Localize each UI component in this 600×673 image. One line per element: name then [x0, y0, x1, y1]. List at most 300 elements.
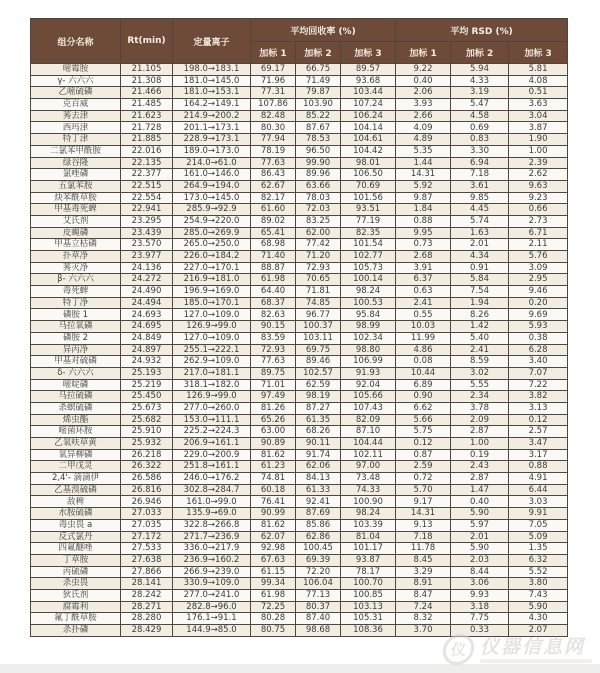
- recovery-spike3-cell: 95.84: [341, 309, 396, 321]
- recovery-spike1-cell: 71.01: [251, 379, 296, 391]
- rsd-spike3-cell: 2.39: [509, 157, 568, 169]
- rt-cell: 22.554: [121, 192, 173, 204]
- table-row: [31, 578, 568, 590]
- rt-cell: 27.172: [121, 531, 173, 543]
- recovery-spike1-cell: 88.87: [251, 262, 296, 274]
- rsd-spike1-cell: 1.84: [396, 204, 451, 216]
- component-name-cell: 马拉氧磷: [31, 321, 121, 333]
- rsd-spike2-cell: 5.47: [451, 99, 509, 111]
- rt-cell: 24.695: [121, 321, 173, 333]
- watermark-site-name: 仪器信息网: [480, 635, 586, 658]
- recovery-spike3-cell: 77.19: [341, 215, 396, 227]
- rsd-spike3-cell: 3.80: [509, 578, 568, 590]
- rt-cell: 25.219: [121, 379, 173, 391]
- recovery-spike3-cell: 103.39: [341, 519, 396, 531]
- recovery-spike3-cell: 89.57: [341, 64, 396, 76]
- rsd-spike2-cell: 8.44: [451, 566, 509, 578]
- rsd-spike1-cell: 7.24: [396, 601, 451, 613]
- rsd-spike1-cell: 8.47: [396, 589, 451, 601]
- recovery-spike3-cell: 82.35: [341, 227, 396, 239]
- recovery-spike3-cell: 103.13: [341, 601, 396, 613]
- rsd-spike2-cell: 1.94: [451, 297, 509, 309]
- recovery-spike2-cell: 66.75: [296, 64, 341, 76]
- table-row: [31, 169, 568, 181]
- rsd-spike1-cell: 0.63: [396, 286, 451, 298]
- component-name-cell: 艾氏剂: [31, 215, 121, 227]
- recovery-spike3-cell: 98.24: [341, 286, 396, 298]
- component-name-cell: 甲基对硫磷: [31, 356, 121, 368]
- recovery-spike2-cell: 90.11: [296, 438, 341, 450]
- rsd-spike2-cell: 5.74: [451, 215, 509, 227]
- recovery-spike3-cell: 70.69: [341, 180, 396, 192]
- ion-cell: 302.8→284.7: [173, 484, 251, 496]
- recovery-spike3-cell: 106.50: [341, 169, 396, 181]
- recovery-spike2-cell: 80.37: [296, 601, 341, 613]
- recovery-spike2-cell: 83.25: [296, 215, 341, 227]
- rt-cell: 22.016: [121, 145, 173, 157]
- recovery-spike1-cell: 86.43: [251, 169, 296, 181]
- component-name-cell: 乙嘧硫磷: [31, 87, 121, 99]
- recovery-spike2-cell: 62.86: [296, 531, 341, 543]
- col-header-rsd-group: 平均 RSD (%): [396, 19, 568, 42]
- component-name-cell: 西玛津: [31, 122, 121, 134]
- recovery-spike1-cell: 90.99: [251, 508, 296, 520]
- rsd-spike3-cell: 3.82: [509, 391, 568, 403]
- table-row: [31, 402, 568, 414]
- rsd-spike1-cell: 8.91: [396, 578, 451, 590]
- component-name-cell: 皮蝇磷: [31, 227, 121, 239]
- rt-cell: 24.494: [121, 297, 173, 309]
- rsd-spike3-cell: 5.09: [509, 531, 568, 543]
- table-row: [31, 215, 568, 227]
- rsd-spike2-cell: 0.19: [451, 449, 509, 461]
- recovery-spike1-cell: 82.48: [251, 110, 296, 122]
- rsd-spike2-cell: 3.18: [451, 601, 509, 613]
- component-name-cell: δ- 六六六: [31, 367, 121, 379]
- rsd-spike3-cell: 2.07: [509, 625, 568, 637]
- rsd-spike2-cell: 5.40: [451, 332, 509, 344]
- rsd-spike2-cell: 9.93: [451, 589, 509, 601]
- ion-cell: 226.0→184.2: [173, 251, 251, 263]
- component-name-cell: 2,4'- 滴滴伊: [31, 473, 121, 485]
- ion-cell: 227.0→170.1: [173, 262, 251, 274]
- recovery-spike2-cell: 62.59: [296, 379, 341, 391]
- table-row: [31, 461, 568, 473]
- recovery-spike1-cell: 61.98: [251, 589, 296, 601]
- rt-cell: 26.586: [121, 473, 173, 485]
- table-row: [31, 414, 568, 426]
- component-name-cell: 甲基立枯磷: [31, 239, 121, 251]
- component-name-cell: 二甲戊灵: [31, 461, 121, 473]
- ion-cell: 228.9→173.1: [173, 134, 251, 146]
- recovery-spike3-cell: 105.66: [341, 391, 396, 403]
- rt-cell: 28.280: [121, 613, 173, 625]
- rsd-spike1-cell: 0.90: [396, 391, 451, 403]
- recovery-spike2-cell: 96.50: [296, 145, 341, 157]
- rsd-spike2-cell: 4.45: [451, 204, 509, 216]
- ion-cell: 206.9→161.1: [173, 438, 251, 450]
- rsd-spike1-cell: 3.70: [396, 625, 451, 637]
- recovery-spike3-cell: 98.01: [341, 157, 396, 169]
- table-row: [31, 157, 568, 169]
- recovery-spike2-cell: 87.67: [296, 122, 341, 134]
- recovery-spike1-cell: 67.63: [251, 554, 296, 566]
- component-name-cell: 嘧霉胺: [31, 64, 121, 76]
- rsd-spike2-cell: 4.33: [451, 75, 509, 87]
- recovery-spike1-cell: 71.40: [251, 251, 296, 263]
- recovery-spike3-cell: 104.44: [341, 438, 396, 450]
- ion-cell: 277.0→241.0: [173, 589, 251, 601]
- rsd-spike1-cell: 5.75: [396, 426, 451, 438]
- recovery-spike2-cell: 96.77: [296, 309, 341, 321]
- recovery-spike2-cell: 85.86: [296, 519, 341, 531]
- rt-cell: 24.849: [121, 332, 173, 344]
- recovery-spike3-cell: 104.42: [341, 145, 396, 157]
- recovery-spike1-cell: 83.59: [251, 332, 296, 344]
- rsd-spike2-cell: 3.30: [451, 145, 509, 157]
- rsd-spike3-cell: 5.93: [509, 321, 568, 333]
- rsd-spike3-cell: 3.13: [509, 402, 568, 414]
- component-name-cell: 克百威: [31, 99, 121, 111]
- rsd-spike1-cell: 9.95: [396, 227, 451, 239]
- table-row: [31, 543, 568, 555]
- recovery-spike2-cell: 71.49: [296, 75, 341, 87]
- recovery-spike1-cell: 61.60: [251, 204, 296, 216]
- recovery-spike3-cell: 100.53: [341, 297, 396, 309]
- col-header-component: 组分名称: [31, 19, 121, 64]
- rsd-spike3-cell: 0.66: [509, 204, 568, 216]
- table-row: [31, 391, 568, 403]
- rsd-spike1-cell: 0.08: [396, 356, 451, 368]
- recovery-spike1-cell: 61.23: [251, 461, 296, 473]
- rsd-spike2-cell: 7.54: [451, 286, 509, 298]
- table-row: [31, 449, 568, 461]
- recovery-spike2-cell: 103.90: [296, 99, 341, 111]
- ion-cell: 153.0→111.1: [173, 414, 251, 426]
- ion-cell: 285.9→92.9: [173, 204, 251, 216]
- ion-cell: 266.9→239.0: [173, 566, 251, 578]
- rsd-spike1-cell: 5.66: [396, 414, 451, 426]
- ion-cell: 246.0→176.2: [173, 473, 251, 485]
- rsd-spike3-cell: 0.51: [509, 87, 568, 99]
- rsd-spike3-cell: 7.43: [509, 589, 568, 601]
- component-name-cell: 反式氯丹: [31, 531, 121, 543]
- recovery-spike1-cell: 89.02: [251, 215, 296, 227]
- recovery-spike3-cell: 106.99: [341, 356, 396, 368]
- recovery-spike3-cell: 102.11: [341, 449, 396, 461]
- rsd-spike1-cell: 4.09: [396, 122, 451, 134]
- component-name-cell: 四氟醚唑: [31, 543, 121, 555]
- instrument-logo-icon: 仪: [441, 634, 476, 665]
- ion-cell: 201.1→173.1: [173, 122, 251, 134]
- ion-cell: 161.0→99.0: [173, 496, 251, 508]
- component-name-cell: 狄氏剂: [31, 589, 121, 601]
- rsd-spike2-cell: 6.94: [451, 157, 509, 169]
- component-name-cell: 马拉硫磷: [31, 391, 121, 403]
- col-header-recovery-spike2: 加标 2: [296, 42, 341, 64]
- rsd-spike3-cell: 1.00: [509, 145, 568, 157]
- component-name-cell: 杀螟硫磷: [31, 402, 121, 414]
- table-row: [31, 519, 568, 531]
- component-name-cell: 特丁津: [31, 134, 121, 146]
- rsd-spike2-cell: 2.01: [451, 531, 509, 543]
- recovery-spike1-cell: 107.86: [251, 99, 296, 111]
- table-row: [31, 496, 568, 508]
- ion-cell: 214.9→200.2: [173, 110, 251, 122]
- ion-cell: 236.9→160.2: [173, 554, 251, 566]
- recovery-spike1-cell: 81.62: [251, 449, 296, 461]
- rsd-spike1-cell: 6.37: [396, 274, 451, 286]
- rsd-spike1-cell: 8.32: [396, 613, 451, 625]
- rsd-spike2-cell: 2.09: [451, 414, 509, 426]
- component-name-cell: 二氯苯甲酰胺: [31, 145, 121, 157]
- rsd-spike1-cell: 5.92: [396, 180, 451, 192]
- rt-cell: 23.977: [121, 251, 173, 263]
- component-name-cell: 磷胺 2: [31, 332, 121, 344]
- recovery-spike1-cell: 61.98: [251, 274, 296, 286]
- table-row: [31, 554, 568, 566]
- recovery-spike3-cell: 101.17: [341, 543, 396, 555]
- col-header-ion: 定量离子: [173, 19, 251, 64]
- component-name-cell: 磷胺 1: [31, 309, 121, 321]
- rsd-spike1-cell: 0.87: [396, 449, 451, 461]
- col-header-recovery-group: 平均回收率 (%): [251, 19, 396, 42]
- rsd-spike2-cell: 3.61: [451, 180, 509, 192]
- recovery-spike3-cell: 78.17: [341, 566, 396, 578]
- recovery-spike1-cell: 69.17: [251, 64, 296, 76]
- watermark: [443, 634, 592, 665]
- component-name-cell: β- 六六六: [31, 274, 121, 286]
- rsd-spike1-cell: 5.70: [396, 484, 451, 496]
- rt-cell: 22.515: [121, 180, 173, 192]
- rsd-spike3-cell: 5.76: [509, 251, 568, 263]
- rt-cell: 24.272: [121, 274, 173, 286]
- rsd-spike2-cell: 9.85: [451, 192, 509, 204]
- recovery-spike1-cell: 61.15: [251, 566, 296, 578]
- rt-cell: 28.242: [121, 589, 173, 601]
- rsd-spike2-cell: 0.40: [451, 496, 509, 508]
- rt-cell: 21.485: [121, 99, 173, 111]
- ion-cell: 126.9→99.0: [173, 321, 251, 333]
- recovery-spike2-cell: 72.03: [296, 204, 341, 216]
- recovery-spike2-cell: 68.26: [296, 426, 341, 438]
- recovery-spike2-cell: 87.69: [296, 508, 341, 520]
- component-name-cell: 氧异柳磷: [31, 449, 121, 461]
- rsd-spike2-cell: 5.94: [451, 64, 509, 76]
- ion-cell: 255.1→222.1: [173, 344, 251, 356]
- table-row: [31, 601, 568, 613]
- rsd-spike2-cell: 4.34: [451, 251, 509, 263]
- recovery-spike2-cell: 61.33: [296, 484, 341, 496]
- rsd-spike3-cell: 4.08: [509, 75, 568, 87]
- component-name-cell: 毒死蜱: [31, 286, 121, 298]
- rsd-spike1-cell: 2.06: [396, 87, 451, 99]
- rsd-spike2-cell: 1.00: [451, 438, 509, 450]
- table-row: [31, 613, 568, 625]
- recovery-spike2-cell: 77.13: [296, 589, 341, 601]
- rsd-spike2-cell: 2.34: [451, 391, 509, 403]
- rsd-spike2-cell: 0.33: [451, 625, 509, 637]
- ion-cell: 198.0→183.1: [173, 64, 251, 76]
- rsd-spike1-cell: 0.88: [396, 215, 451, 227]
- rsd-spike2-cell: 0.69: [451, 122, 509, 134]
- rsd-spike3-cell: 2.62: [509, 169, 568, 181]
- recovery-spike1-cell: 80.75: [251, 625, 296, 637]
- rsd-spike1-cell: 10.44: [396, 367, 451, 379]
- component-name-cell: 杀扑磷: [31, 625, 121, 637]
- recovery-spike2-cell: 71.20: [296, 251, 341, 263]
- rsd-spike3-cell: 0.20: [509, 297, 568, 309]
- rt-cell: 21.728: [121, 122, 173, 134]
- recovery-spike3-cell: 104.14: [341, 122, 396, 134]
- recovery-spike2-cell: 106.04: [296, 578, 341, 590]
- rsd-spike2-cell: 0.83: [451, 134, 509, 146]
- rt-cell: 24.136: [121, 262, 173, 274]
- rsd-spike2-cell: 2.87: [451, 426, 509, 438]
- rt-cell: 26.322: [121, 461, 173, 473]
- recovery-spike3-cell: 73.48: [341, 473, 396, 485]
- recovery-spike1-cell: 77.63: [251, 157, 296, 169]
- ion-cell: 262.9→109.0: [173, 356, 251, 368]
- ion-cell: 265.0→250.0: [173, 239, 251, 251]
- recovery-spike1-cell: 82.63: [251, 309, 296, 321]
- table-row: [31, 134, 568, 146]
- rsd-spike3-cell: 7.22: [509, 379, 568, 391]
- rsd-spike2-cell: 5.90: [451, 543, 509, 555]
- recovery-spike3-cell: 100.85: [341, 589, 396, 601]
- recovery-spike3-cell: 98.80: [341, 344, 396, 356]
- recovery-spike2-cell: 92.41: [296, 496, 341, 508]
- rsd-spike3-cell: 9.23: [509, 192, 568, 204]
- recovery-spike2-cell: 98.19: [296, 391, 341, 403]
- recovery-spike1-cell: 77.94: [251, 134, 296, 146]
- recovery-spike1-cell: 62.07: [251, 531, 296, 543]
- component-name-cell: 扑草净: [31, 251, 121, 263]
- rsd-spike3-cell: 9.91: [509, 508, 568, 520]
- rsd-spike3-cell: 0.88: [509, 461, 568, 473]
- recovery-spike1-cell: 80.28: [251, 613, 296, 625]
- rsd-spike3-cell: 3.87: [509, 122, 568, 134]
- recovery-spike2-cell: 100.45: [296, 543, 341, 555]
- recovery-spike3-cell: 101.54: [341, 239, 396, 251]
- rt-cell: 25.682: [121, 414, 173, 426]
- rsd-spike3-cell: 2.11: [509, 239, 568, 251]
- rsd-spike2-cell: 2.87: [451, 473, 509, 485]
- ion-cell: 216.9→181.0: [173, 274, 251, 286]
- rsd-spike1-cell: 6.89: [396, 379, 451, 391]
- recovery-spike1-cell: 65.26: [251, 414, 296, 426]
- recovery-spike3-cell: 102.77: [341, 251, 396, 263]
- recovery-spike2-cell: 79.87: [296, 87, 341, 99]
- rsd-spike1-cell: 14.31: [396, 169, 451, 181]
- table-row: [31, 274, 568, 286]
- rsd-spike3-cell: 6.32: [509, 554, 568, 566]
- recovery-spike3-cell: 93.87: [341, 554, 396, 566]
- recovery-spike1-cell: 78.19: [251, 145, 296, 157]
- recovery-spike3-cell: 97.00: [341, 461, 396, 473]
- rsd-spike1-cell: 2.66: [396, 110, 451, 122]
- rsd-spike2-cell: 5.97: [451, 519, 509, 531]
- recovery-spike2-cell: 99.90: [296, 157, 341, 169]
- table-row: [31, 321, 568, 333]
- col-header-recovery-spike1: 加标 1: [251, 42, 296, 64]
- recovery-spike1-cell: 90.15: [251, 321, 296, 333]
- rsd-spike2-cell: 2.41: [451, 344, 509, 356]
- recovery-spike2-cell: 70.65: [296, 274, 341, 286]
- recovery-spike2-cell: 69.75: [296, 344, 341, 356]
- rt-cell: 28.141: [121, 578, 173, 590]
- component-name-cell: 乙氧呋草黄: [31, 438, 121, 450]
- table-row: [31, 566, 568, 578]
- component-name-cell: 丙硫磷: [31, 566, 121, 578]
- recovery-spike2-cell: 71.81: [296, 286, 341, 298]
- component-name-cell: 乙基溴硫磷: [31, 484, 121, 496]
- rt-cell: 27.638: [121, 554, 173, 566]
- recovery-spike2-cell: 72.20: [296, 566, 341, 578]
- table-row: [31, 484, 568, 496]
- rsd-spike1-cell: 5.35: [396, 145, 451, 157]
- recovery-spike1-cell: 68.98: [251, 239, 296, 251]
- recovery-spike1-cell: 68.37: [251, 297, 296, 309]
- ion-cell: 164.2→149.1: [173, 99, 251, 111]
- ion-cell: 277.0→260.0: [173, 402, 251, 414]
- recovery-spike3-cell: 82.09: [341, 414, 396, 426]
- rsd-spike1-cell: 0.73: [396, 239, 451, 251]
- recovery-spike1-cell: 80.30: [251, 122, 296, 134]
- table-row: [31, 262, 568, 274]
- component-name-cell: 水胺硫磷: [31, 508, 121, 520]
- recovery-spike2-cell: 98.68: [296, 625, 341, 637]
- ion-cell: 127.0→109.0: [173, 332, 251, 344]
- ion-cell: 161.0→146.0: [173, 169, 251, 181]
- rt-cell: 25.450: [121, 391, 173, 403]
- rt-cell: 27.033: [121, 508, 173, 520]
- ion-cell: 135.9→69.0: [173, 508, 251, 520]
- recovery-spike1-cell: 65.41: [251, 227, 296, 239]
- component-name-cell: 腐霉利: [31, 601, 121, 613]
- rt-cell: 26.946: [121, 496, 173, 508]
- rsd-spike1-cell: 1.44: [396, 157, 451, 169]
- rt-cell: 28.429: [121, 625, 173, 637]
- rsd-spike1-cell: 9.22: [396, 64, 451, 76]
- rt-cell: 24.897: [121, 344, 173, 356]
- rt-cell: 24.932: [121, 356, 173, 368]
- rsd-spike3-cell: 3.17: [509, 449, 568, 461]
- recovery-spike3-cell: 87.10: [341, 426, 396, 438]
- table-row: [31, 64, 568, 76]
- recovery-spike1-cell: 72.25: [251, 601, 296, 613]
- recovery-spike2-cell: 91.74: [296, 449, 341, 461]
- table-row: [31, 180, 568, 192]
- ion-cell: 185.0→170.1: [173, 297, 251, 309]
- component-name-cell: 嘧啶磷: [31, 379, 121, 391]
- rt-cell: 23.439: [121, 227, 173, 239]
- rsd-spike1-cell: 8.45: [396, 554, 451, 566]
- rt-cell: 21.466: [121, 87, 173, 99]
- table-row: [31, 122, 568, 134]
- recovery-spike2-cell: 62.06: [296, 461, 341, 473]
- col-header-recovery-spike3: 加标 3: [341, 42, 396, 64]
- rsd-spike2-cell: 2.01: [451, 239, 509, 251]
- component-name-cell: 烯虫酯: [31, 414, 121, 426]
- rsd-spike3-cell: 3.03: [509, 496, 568, 508]
- rsd-spike2-cell: 8.59: [451, 356, 509, 368]
- watermark-subline: [480, 659, 592, 663]
- table-row: [31, 332, 568, 344]
- table-row: [31, 87, 568, 99]
- ion-cell: 322.8→266.8: [173, 519, 251, 531]
- component-name-cell: 五氯苯胺: [31, 180, 121, 192]
